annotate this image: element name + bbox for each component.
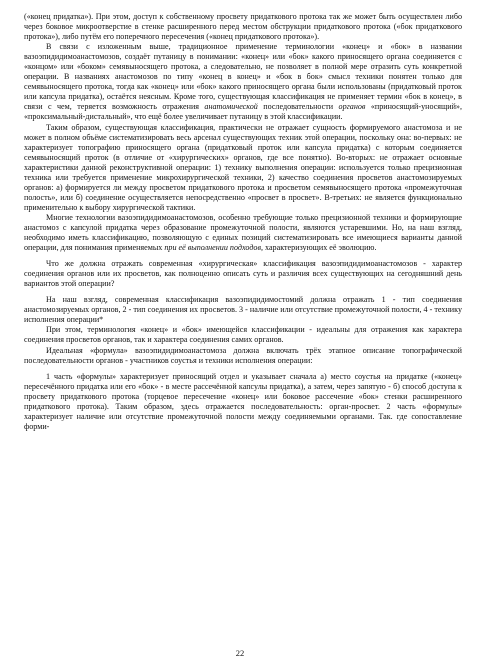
emphasis: анатомической [204, 102, 258, 112]
paragraph: Многие технологии вазоэпидидимоанастомозов, особенно требующие только прецизионной техники и формирующие анастомоз с капсулой придатка через образование промежуточной полости, являются устаревшими. Но, на наш взгляд, необходимо иметь классификацию, позволяющую с единых позиций систематизировать все имеющиеся варианты данной операции, для понимания применяемых при её выполнении подходов, характеризующих её эволюцию. [24, 212, 462, 253]
paragraph: Что же должна отражать современная «хирургическая» классификация вазоэпидидимоанастомозов - характер соединения органов или их просветов, как полноценно описать суть и различия всех существующих на сегодняшний день вариантов этой операции? [24, 259, 462, 289]
paragraph: 1 часть «формулы» характеризует приносящий отдел и указывает сначала а) место соустья на придатке («конец» пересечённого придатка или его «бок» - в месте рассечённой капсулы придатка), а затем, через запятую - б) способ доступа к просвету придаткового протока (торцевое пересечение «конец» или боковое рассечение «бок» стенки расширенного придаткового протока). Таким образом, здесь отражается последовательность: орган-просвет. 2 часть «формулы» характеризует наличие или отсутствие промежуточной полости между соединяемыми органами. Так. где сопоставление форми- [24, 371, 462, 431]
page-number: 22 [235, 648, 245, 658]
paragraph: На наш взгляд, современная классификация вазоэпидидимостомий должна отражать 1 - тип соединения анастомозируемых органов, 2 - тип соединения их просветов. 3 - наличие или отсутствие промежуточной полости, 4 - технику исполнения операции* [24, 295, 462, 325]
emphasis: при её выполнении подходов, [164, 243, 263, 253]
paragraph: («конец придатка»). При этом, доступ к собственному просвету придаткового протока так же может быть осуществлен либо через боковое микроотверстие в стенке расширенного перед местом обструкции придаткового протока («бок придаткового протока»), либо путём его поперечного пересечения («конец придаткового протока»). [24, 12, 462, 42]
emphasis: органов [338, 102, 366, 112]
paragraph: При этом, терминология «конец» и «бок» имеющейся классификации - идеальны для отражения как характера соединения просветов органов, так и характера соединения самих органов. [24, 325, 462, 345]
paragraph: В связи с изложенным выше, традиционное применение терминологии «конец» и «бок» в названии вазоэпидидимоанастомозов, создаёт путаницу в понимании: «конец» или «бок» какого приносящего органа соединяется с «концом» или «боком» семявыносящего протока, а следовательно, не позволяет в полной мере отразить суть конкретной операции. В названиях анастомозов по типу «конец в конец» и «бок в бок» смысл техники понятен только для семявыносящего протока, тогда как «конец» или «бок» какого приносящего органа были использованы (придатковый проток или капсула придатка), остаётся неясным. Кроме того, существующая классификация не применяет термин «бок в конец», в связи с чем, теряется возможность отражения анатомической последовательности органов «приносящий-уносящий», «проксимальный-дистальный», что ещё более увеличивает путаницу в этой классификации. [24, 42, 462, 122]
paragraph: Таким образом, существующая классификация, практически не отражает сущность формируемого анастомоза и не может в полном объёме систематизировать весь арсенал существующих техник этой операции, поскольку она: во-первых: не характеризует топографию приносящего органа (придатковый проток или капсула придатка) с которым соединяется семявыносящий проток (в отличие от «хирургических» органов, где все понятно). Во-вторых: не отражает основные характеристики данной реконструктивной операции: 1) технику выполнения операции: используется только прецизионная техника или требуется применение микрохирургической техники, 2) качество соединения просветов анастомозируемых органов: а) формируется ли между просветом придаткового протока и просветом семявыносящего протока «промежуточная полость», или б) соединение осуществляется непосредственно «просвет в просвет». В-третьих: не является функционально применительно к выбору хирургической тактики. [24, 122, 462, 212]
document-body [24, 12, 462, 432]
paragraph: Идеальная «формула» вазоэпидидимоанастомоза должна включать трёх этапное описание топографической последовательности органов - участников соустья и техники исполнения операции: [24, 345, 462, 365]
